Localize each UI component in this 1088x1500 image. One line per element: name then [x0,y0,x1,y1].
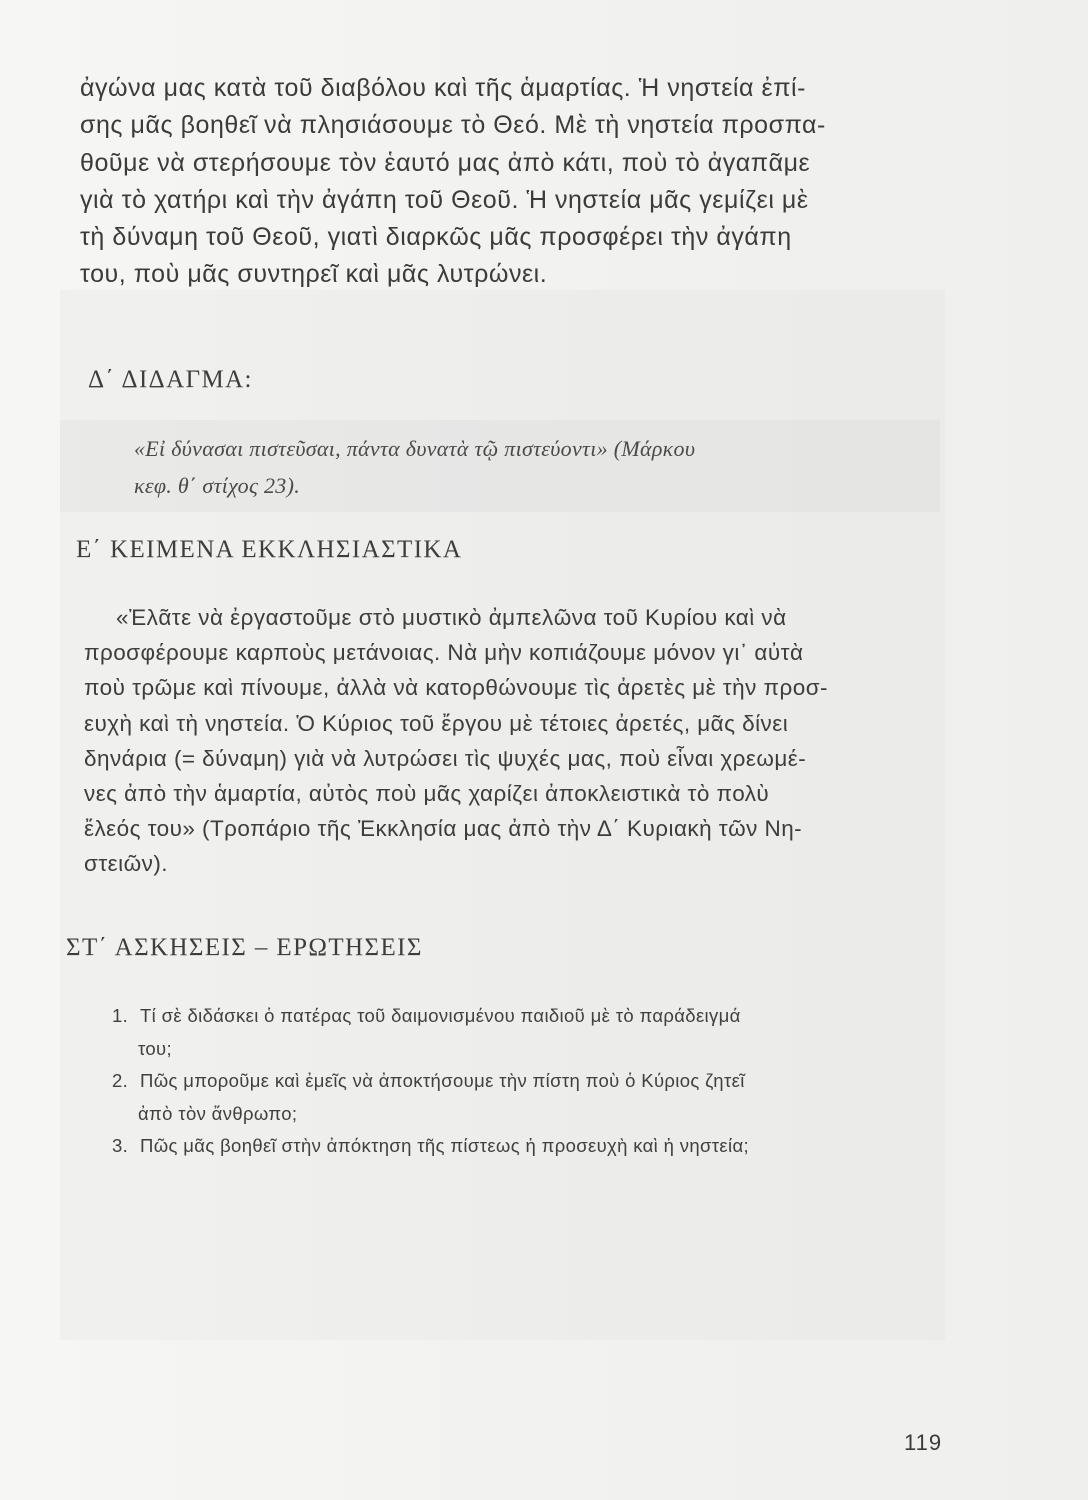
page-number: 119 [904,1430,943,1455]
intro-line: τὴ δύναμη τοῦ Θεοῦ, γιατὶ διαρκῶς μᾶς προσφέρει τὴν ἀγάπη [80,223,792,252]
hymn-line: προσφέρουμε καρποὺς μετάνοιας. Νὰ μὴν κοπιάζουμε μόνον γι᾽ αὐτὰ [84,640,804,666]
hymn-line: δηνάρια (= δύναμη) γιὰ νὰ λυτρώσει τὶς ψυχές μας, ποὺ εἶναι χρεωμέ- [84,745,807,771]
intro-paragraph [80,70,826,294]
hymn-line: στειῶν). [84,851,168,877]
question-text: Πῶς μᾶς βοηθεῖ στὴν ἀπόκτηση τῆς πίστεως ἡ προσευχὴ καὶ ἡ νηστεία; [140,1135,750,1157]
intro-line: σης μᾶς βοηθεῖ νὰ πλησιάσουμε τὸ Θεό. Μὲ τὴ νηστεία προσπα- [80,111,826,140]
questions-list [112,1000,749,1163]
question-item [112,1000,749,1065]
section-heading-keimena: Ε΄ ΚΕΙΜΕΝΑ ΕΚΚΛΗΣΙΑΣΤΙΚΑ [76,536,463,563]
quote-line: «Εἰ δύνασαι πιστεῦσαι, πάντα δυνατὰ τῷ πιστεύοντι» (Μάρκου [134,436,696,461]
hymn-line: ευχὴ καὶ τὴ νηστεία. Ὁ Κύριος τοῦ ἔργου μὲ τέτοιες ἀρετές, μᾶς δίνει [84,710,789,736]
question-number: 3. [112,1135,129,1157]
hymn-line: ποὺ τρῶμε καὶ πίνουμε, ἀλλὰ νὰ κατορθώνουμε τὶς ἀρετὲς μὲ τὴν προσ- [84,675,828,701]
question-item [112,1130,749,1163]
hymn-line: νες ἀπὸ τὴν ἁμαρτία, αὐτὸς ποὺ μᾶς χαρίζει ἀποκλειστικὰ τὸ πολὺ [84,781,770,807]
hymn-paragraph [84,600,828,882]
question-text: Πῶς μποροῦμε καὶ ἐμεῖς νὰ ἀποκτήσουμε τὴν πίστη ποὺ ὁ Κύριος ζητεῖ [140,1070,745,1092]
question-number: 2. [112,1070,129,1092]
quote-line: κεφ. θ΄ στίχος 23). [134,473,301,498]
intro-line: του, ποὺ μᾶς συντηρεῖ καὶ μᾶς λυτρώνει. [80,260,548,289]
section-heading-didagma: Δ΄ ΔΙΔΑΓΜΑ: [88,366,253,393]
question-text-continued: του; [138,1037,172,1059]
intro-line: γιὰ τὸ χατήρι καὶ τὴν ἀγάπη τοῦ Θεοῦ. Ἡ νηστεία μᾶς γεμίζει μὲ [80,185,809,214]
question-item [112,1065,749,1130]
scripture-quote [134,430,695,504]
question-text-continued: ἀπὸ τὸν ἄνθρωπο; [138,1102,298,1124]
question-number: 1. [112,1005,129,1026]
hymn-line: «Ἐλᾶτε νὰ ἐργαστοῦμε στὸ μυστικὸ ἀμπελῶνα τοῦ Κυρίου καὶ νὰ [116,605,787,630]
hymn-line: ἔλεός του» (Τροπάριο τῆς Ἐκκλησία μας ἀπὸ τὴν Δ΄ Κυριακὴ τῶν Νη- [84,816,803,842]
intro-line: ἀγώνα μας κατὰ τοῦ διαβόλου καὶ τῆς ἁμαρτίας. Ἡ νηστεία ἐπί- [80,74,807,102]
question-text: Τί σὲ διδάσκει ὁ πατέρας τοῦ δαιμονισμένου παιδιοῦ μὲ τὸ παράδειγμά [140,1005,741,1026]
intro-line: θοῦμε νὰ στερήσουμε τὸν ἑαυτό μας ἀπὸ κάτι, ποὺ τὸ ἀγαπᾶμε [80,148,811,177]
section-heading-askiseis: ΣΤ΄ ΑΣΚΗΣΕΙΣ – ΕΡΩΤΗΣΕΙΣ [66,934,423,961]
